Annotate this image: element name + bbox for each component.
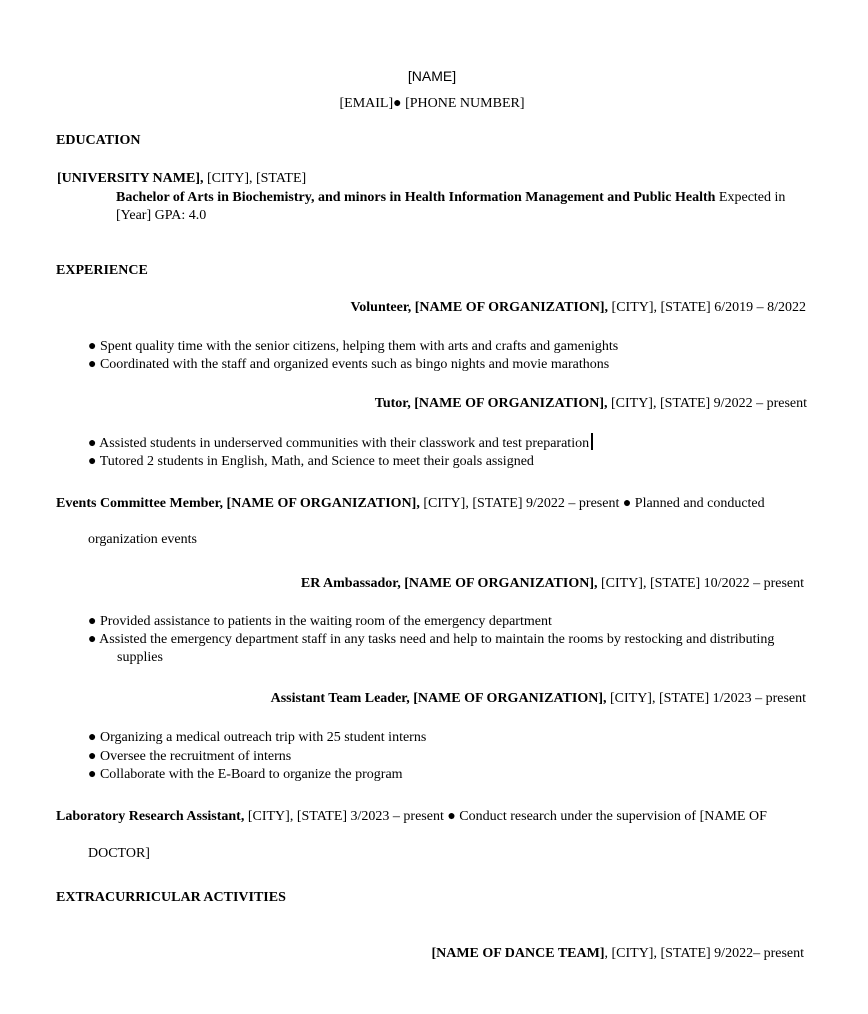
events-entry-title: Events Committee Member, [NAME OF ORGANIZATION], [CITY], [STATE] 9/2022 – present ● Planned and conducted xyxy=(56,496,765,511)
list-item: ● Provided assistance to patients in the waiting room of the emergency department xyxy=(88,614,552,629)
list-item: ● Assisted the emergency department staff in any tasks need and help to maintain the rooms by restocking and distributing xyxy=(88,632,775,647)
dance-entry-title: [NAME OF DANCE TEAM], [CITY], [STATE] 9/2022– present xyxy=(431,946,804,961)
team-leader-entry-title: Assistant Team Leader, [NAME OF ORGANIZATION], [CITY], [STATE] 1/2023 – present xyxy=(270,691,806,706)
tutor-entry-title: Tutor, [NAME OF ORGANIZATION], [CITY], [STATE] 9/2022 – present xyxy=(374,396,807,411)
extracurricular-heading: EXTRACURRICULAR ACTIVITIES xyxy=(56,890,286,905)
university-line xyxy=(57,170,306,188)
list-item: ● Assisted students in underserved communities with their classwork and test preparation xyxy=(88,433,593,453)
list-item-wrap: supplies xyxy=(117,650,163,665)
resume-name: [NAME] xyxy=(407,68,457,84)
lab-continuation: DOCTOR] xyxy=(88,846,150,861)
list-item: ● Organizing a medical outreach trip with 25 student interns xyxy=(88,730,427,745)
er-entry-title: ER Ambassador, [NAME OF ORGANIZATION], [CITY], [STATE] 10/2022 – present xyxy=(300,576,804,591)
list-item: ● Collaborate with the E-Board to organize the program xyxy=(88,767,403,782)
contact-line: [EMAIL]● [PHONE NUMBER] xyxy=(339,96,525,111)
list-item: ● Spent quality time with the senior citizens, helping them with arts and crafts and gamenights xyxy=(88,339,619,354)
list-item: ● Tutored 2 students in English, Math, and Science to meet their goals assigned xyxy=(88,454,534,469)
degree-year-gpa: [Year] GPA: 4.0 xyxy=(116,208,207,223)
text-cursor xyxy=(591,433,593,450)
degree-line xyxy=(116,189,785,207)
university-name: [UNIVERSITY NAME], xyxy=(57,171,204,186)
degree-expected: Expected in xyxy=(715,190,786,205)
events-continuation: organization events xyxy=(88,532,197,547)
lab-entry-title: Laboratory Research Assistant, [CITY], [STATE] 3/2023 – present ● Conduct research under the supervision of [NAME OF xyxy=(56,809,767,824)
degree-title: Bachelor of Arts in Biochemistry, and minors in Health Information Management and Public Health xyxy=(116,190,716,205)
volunteer-entry-title: Volunteer, [NAME OF ORGANIZATION], [CITY], [STATE] 6/2019 – 8/2022 xyxy=(350,300,806,315)
list-item: ● Coordinated with the staff and organized events such as bingo nights and movie marathons xyxy=(88,357,610,372)
list-item: ● Oversee the recruitment of interns xyxy=(88,749,292,764)
university-location: [CITY], [STATE] xyxy=(203,171,307,186)
education-heading: EDUCATION xyxy=(56,133,141,148)
experience-heading: EXPERIENCE xyxy=(56,263,148,278)
